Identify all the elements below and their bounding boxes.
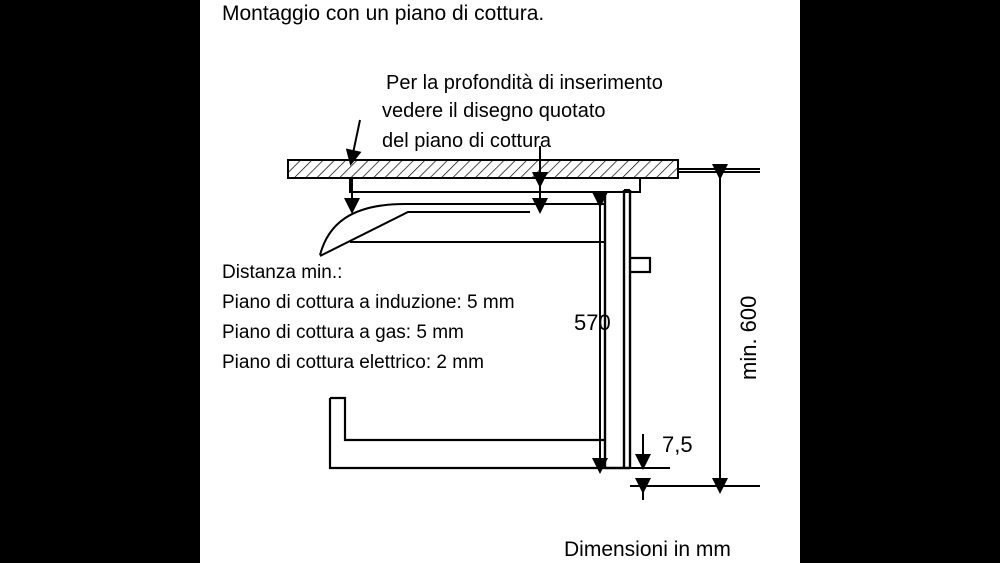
worktop-slab: [288, 160, 678, 178]
label-oven-height: 570: [574, 310, 611, 335]
diagram-sheet: [200, 0, 800, 563]
hob-note-line-2: vedere il disegno quotato: [382, 100, 606, 122]
figure-title: Montaggio con un piano di cottura.: [222, 2, 545, 25]
footer-units: Dimensioni in mm: [564, 538, 731, 561]
hob-note-line-3: del piano di cottura: [382, 130, 552, 152]
min-distance-induction: Piano di cottura a induzione: 5 mm: [222, 292, 515, 313]
label-bottom-gap: 7,5: [662, 432, 693, 457]
min-distance-gas: Piano di cottura a gas: 5 mm: [222, 322, 464, 343]
hob-note-line-1: Per la profondità di inserimento: [386, 72, 663, 94]
label-min-niche-height: min. 600: [736, 295, 761, 380]
min-distance-heading: Distanza min.:: [222, 262, 343, 283]
min-distance-electric: Piano di cottura elettrico: 2 mm: [222, 352, 484, 373]
hob-outline: [350, 178, 640, 192]
min-distance-leader: [320, 212, 530, 256]
